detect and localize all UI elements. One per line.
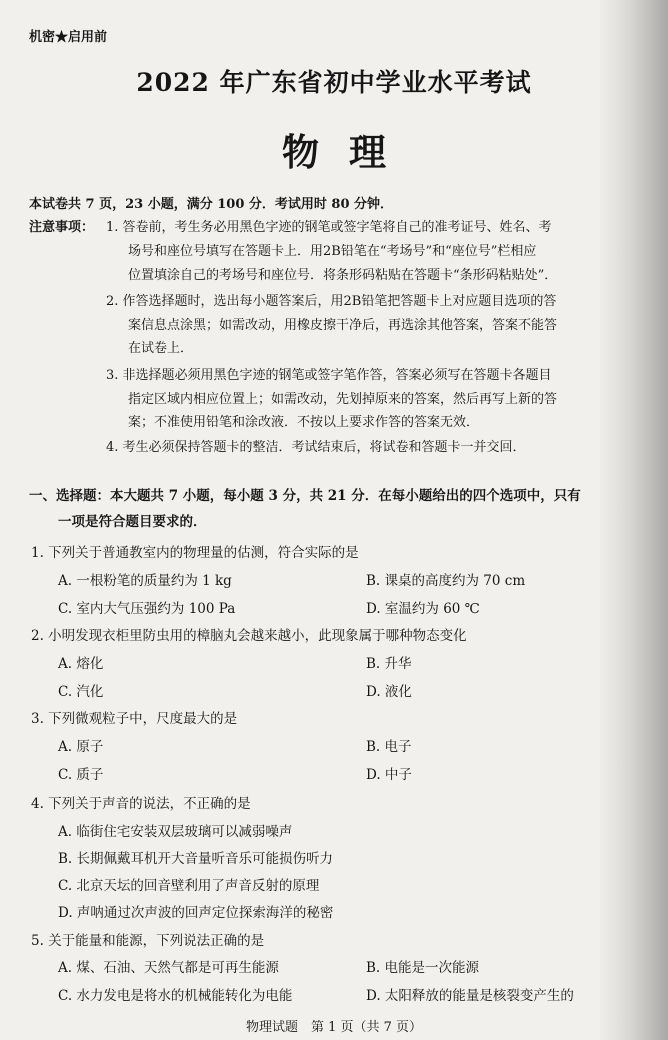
question-option: D. 声呐通过次声波的回声定位探索海洋的秘密 (58, 905, 334, 921)
question-option: D. 室温约为 60 ℃ (366, 601, 480, 617)
question-option: D. 太阳释放的能量是核裂变产生的 (366, 988, 574, 1004)
question-option: D. 中子 (366, 767, 412, 783)
note-line: 位置填涂自己的考场号和座位号．将条形码粘贴在答题卡“条形码粘贴处”． (128, 268, 558, 283)
question-option: C. 北京天坛的回音壁利用了声音反射的原理 (58, 878, 320, 894)
note-line: 案信息点涂黑；如需改动，用橡皮擦干净后，再选涂其他答案，答案不能答 (128, 318, 558, 333)
question-stem: 3. 下列微观粒子中，尺度最大的是 (31, 711, 238, 727)
confidential-mark: 机密★启用前 (29, 30, 108, 45)
note-line: 指定区域内相应位置上；如需改动，先划掉原来的答案，然后再写上新的答 (128, 392, 558, 407)
question-stem: 5. 关于能量和能源，下列说法正确的是 (31, 933, 265, 949)
question-option: A. 熔化 (58, 656, 104, 672)
question-stem: 4. 下列关于声音的说法，不正确的是 (31, 796, 251, 812)
note-line: 场号和座位号填写在答题卡上．用2B铅笔在“考场号”和“座位号”栏相应 (128, 244, 537, 259)
question-option: B. 电能是一次能源 (366, 960, 480, 976)
note-line: 3. 非选择题必须用黑色字迹的钢笔或签字笔作答，答案必须写在答题卡各题目 (106, 368, 552, 383)
question-option: B. 升华 (366, 656, 412, 672)
exam-title: 2022 年广东省初中学业水平考试 (136, 68, 532, 97)
page-footer: 物理试题 第 1 页（共 7 页） (245, 1020, 423, 1035)
exam-intro: 本试卷共 7 页，23 小题，满分 100 分．考试用时 80 分钟． (29, 197, 394, 212)
note-line: 2. 作答选择题时，选出每小题答案后，用2B铅笔把答题卡上对应题目选项的答 (106, 294, 557, 309)
question-option: A. 一根粉笔的质量约为 1 kg (58, 573, 232, 589)
note-line: 1. 答卷前，考生务必用黑色字迹的钢笔或签字笔将自己的准考证号、姓名、考 (106, 220, 552, 235)
note-line: 在试卷上． (128, 341, 194, 356)
question-option: A. 临街住宅安装双层玻璃可以减弱噪声 (58, 824, 293, 840)
subject-title: 物理 (282, 130, 416, 174)
question-stem: 1. 下列关于普通教室内的物理量的估测，符合实际的是 (31, 545, 359, 561)
notes-label: 注意事项： (29, 220, 95, 235)
note-line: 4. 考生必须保持答题卡的整洁．考试结束后，将试卷和答题卡一并交回． (106, 440, 526, 455)
section-heading-cont: 一项是符合题目要求的． (58, 514, 207, 530)
question-option: D. 液化 (366, 684, 412, 700)
question-option: A. 煤、石油、天然气都是可再生能源 (58, 960, 279, 976)
question-option: B. 电子 (366, 739, 412, 755)
question-option: C. 汽化 (58, 684, 104, 700)
question-option: B. 长期佩戴耳机开大音量听音乐可能损伤听力 (58, 851, 334, 867)
question-option: C. 室内大气压强约为 100 Pa (58, 601, 236, 617)
question-option: C. 水力发电是将水的机械能转化为电能 (58, 988, 293, 1004)
question-option: B. 课桌的高度约为 70 cm (366, 573, 526, 589)
question-option: A. 原子 (58, 739, 104, 755)
section-heading: 一、选择题：本大题共 7 小题，每小题 3 分，共 21 分．在每小题给出的四个选项中，只有 (29, 488, 581, 504)
question-option: C. 质子 (58, 767, 104, 783)
note-line: 案；不准使用铅笔和涂改液．不按以上要求作答的答案无效． (128, 415, 480, 430)
question-stem: 2. 小明发现衣柜里防虫用的樟脑丸会越来越小，此现象属于哪种物态变化 (31, 628, 467, 644)
